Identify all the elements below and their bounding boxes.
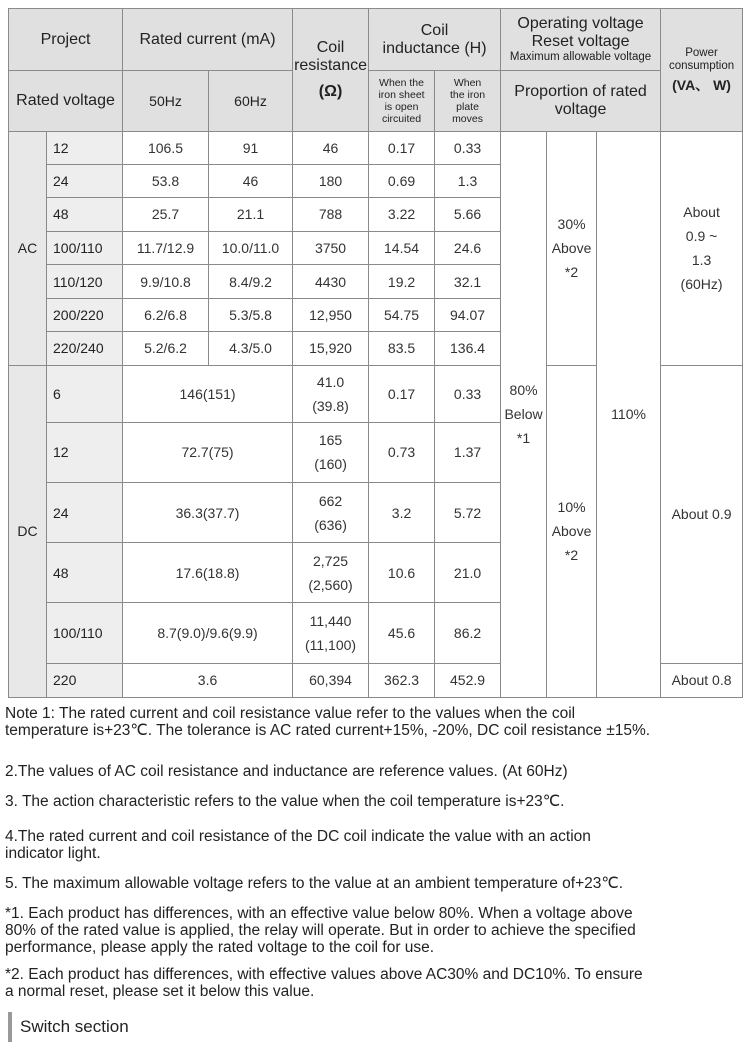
- ac-section-label: AC: [9, 131, 47, 365]
- inductance-open-cell: 14.54: [369, 231, 435, 264]
- note-line: Note 1: The rated current and coil resistance value refer to the values when the coil: [5, 705, 576, 722]
- inductance-open-cell: 54.75: [369, 299, 435, 332]
- note-line: 80% of the rated value is applied, the relay will operate. But in order to achieve the specified: [5, 922, 636, 939]
- inductance-open-cell: 3.2: [369, 482, 435, 542]
- note-paragraph: [5, 705, 745, 739]
- inductance-open-cell: 83.5: [369, 332, 435, 365]
- inductance-open-cell: 0.17: [369, 131, 435, 164]
- inductance-moves-cell: 5.72: [435, 482, 501, 542]
- current-60hz-cell: 10.0/11.0: [209, 231, 293, 264]
- max-allowable-voltage-cell: 110%: [597, 131, 661, 697]
- coil-resistance-line: (2,560): [308, 576, 353, 593]
- coil-resistance-cell: 46: [293, 131, 369, 164]
- note-paragraph: [5, 793, 745, 810]
- inductance-moves-line: moves: [452, 112, 483, 125]
- coil-resistance-line: (160): [314, 456, 347, 473]
- ac-reset-voltage-line: Above: [551, 240, 592, 256]
- dc-reset-voltage-cell: [547, 365, 597, 698]
- inductance-moves-cell: 1.37: [435, 422, 501, 482]
- ac-power-line: 0.9 ~: [685, 228, 718, 244]
- ac-reset-voltage-line: *2: [564, 264, 579, 280]
- inductance-moves-cell: 452.9: [435, 663, 501, 697]
- power-header-line: Power: [685, 46, 718, 59]
- inductance-open-line: iron sheet: [378, 88, 425, 101]
- current-60hz-cell: 5.3/5.8: [209, 299, 293, 332]
- note-line: 4.The rated current and coil resistance of the DC coil indicate the value with an action: [5, 828, 591, 845]
- power-header: [661, 9, 743, 132]
- operating-voltage-line: 80%: [509, 382, 538, 399]
- rated-voltage-cell: 110/120: [47, 265, 123, 299]
- coil-resistance-line: 11,440: [309, 613, 352, 630]
- coil-resistance-unit: (Ω): [318, 82, 343, 100]
- note-paragraph: [5, 905, 745, 956]
- rated-voltage-cell: 100/110: [47, 231, 123, 264]
- rated-voltage-cell: 220: [47, 663, 123, 697]
- rated-voltage-cell: 100/110: [47, 603, 123, 663]
- operating-voltage-label: Operating voltage: [517, 15, 644, 33]
- coil-resistance-header-line: Coil: [316, 38, 345, 56]
- coil-resistance-cell: [293, 482, 369, 542]
- dc-reset-voltage-line: 10%: [557, 499, 586, 516]
- note-paragraph: [5, 828, 745, 862]
- inductance-moves-header: [435, 71, 501, 131]
- coil-inductance-header-line: Coil: [420, 21, 449, 39]
- inductance-moves-line: plate: [456, 100, 479, 113]
- operating-voltage-line: *1: [516, 430, 531, 447]
- inductance-moves-cell: 21.0: [435, 543, 501, 603]
- inductance-moves-cell: 86.2: [435, 603, 501, 663]
- inductance-open-line: is open: [384, 100, 419, 113]
- current-50hz-cell: 6.2/6.8: [123, 299, 209, 332]
- header-row-2: [9, 71, 743, 131]
- project-header: Project: [9, 9, 123, 71]
- rated-current-header: Rated current (mA): [123, 9, 293, 71]
- inductance-open-cell: 0.17: [369, 365, 435, 422]
- dc-current-cell: 36.3(37.7): [123, 482, 293, 542]
- coil-resistance-cell: 12,950: [293, 299, 369, 332]
- dc-reset-voltage-line: Above: [551, 523, 592, 540]
- inductance-open-line: When the: [379, 76, 424, 89]
- switch-section-heading: Switch section: [8, 1012, 129, 1042]
- dc-section-label: DC: [9, 365, 47, 698]
- note-paragraph: [5, 966, 745, 1000]
- current-50hz-cell: 11.7/12.9: [123, 231, 209, 264]
- ac-power-line: About: [683, 204, 720, 220]
- inductance-moves-cell: 136.4: [435, 332, 501, 365]
- ac-power-cell: [661, 131, 743, 365]
- rated-voltage-cell: 24: [47, 164, 123, 197]
- current-60hz-cell: 21.1: [209, 197, 293, 231]
- current-60hz-cell: 4.3/5.0: [209, 332, 293, 365]
- inductance-open-cell: 10.6: [369, 543, 435, 603]
- hz60-header: 60Hz: [209, 71, 293, 131]
- rated-voltage-header: Rated voltage: [9, 71, 123, 131]
- coil-resistance-cell: [293, 422, 369, 482]
- coil-resistance-line: 60,394: [309, 672, 352, 689]
- inductance-open-header: [369, 71, 435, 131]
- coil-inductance-header-line: inductance (H): [382, 39, 487, 57]
- note-paragraph: [5, 763, 745, 780]
- note-line: performance, please apply the rated voltage to the coil for use.: [5, 939, 435, 956]
- coil-resistance-header: [293, 9, 369, 132]
- inductance-moves-cell: 0.33: [435, 131, 501, 164]
- ac-reset-voltage-cell: [547, 131, 597, 365]
- current-50hz-cell: 9.9/10.8: [123, 265, 209, 299]
- current-50hz-cell: 53.8: [123, 164, 209, 197]
- note-line: a normal reset, please set it below this value.: [5, 983, 315, 1000]
- inductance-open-cell: 45.6: [369, 603, 435, 663]
- inductance-moves-cell: 94.07: [435, 299, 501, 332]
- coil-resistance-cell: 788: [293, 197, 369, 231]
- dc-reset-voltage-line: *2: [564, 547, 579, 564]
- ac-reset-voltage-line: 30%: [557, 216, 586, 232]
- inductance-open-cell: 0.69: [369, 164, 435, 197]
- hz50-header: 50Hz: [123, 71, 209, 131]
- coil-resistance-header-line: resistance: [294, 56, 367, 74]
- dc-current-cell: 72.7(75): [123, 422, 293, 482]
- coil-resistance-line: 2,725: [313, 552, 349, 569]
- rated-voltage-cell: 48: [47, 543, 123, 603]
- ac-power-line: 1.3: [691, 252, 712, 268]
- note-line: indicator light.: [5, 845, 101, 862]
- rated-voltage-cell: 12: [47, 131, 123, 164]
- dc-power-cell: About 0.9: [661, 365, 743, 663]
- note-line: temperature is+23℃. The tolerance is AC rated current+15%, -20%, DC coil resistance ±15%.: [5, 722, 651, 739]
- coil-resistance-cell: [293, 365, 369, 422]
- ac-power-line: (60Hz): [680, 276, 723, 292]
- coil-resistance-cell: [293, 543, 369, 603]
- table-row: [9, 131, 743, 164]
- current-50hz-cell: 5.2/6.2: [123, 332, 209, 365]
- inductance-moves-cell: 1.3: [435, 164, 501, 197]
- proportion-header-line: voltage: [554, 100, 607, 118]
- coil-resistance-line: 662: [318, 492, 343, 509]
- inductance-open-cell: 3.22: [369, 197, 435, 231]
- coil-resistance-cell: 15,920: [293, 332, 369, 365]
- rated-voltage-cell: 200/220: [47, 299, 123, 332]
- current-50hz-cell: 25.7: [123, 197, 209, 231]
- dc-power-220-cell: About 0.8: [661, 663, 743, 697]
- inductance-open-cell: 0.73: [369, 422, 435, 482]
- inductance-moves-cell: 0.33: [435, 365, 501, 422]
- note-paragraph: [5, 875, 745, 892]
- operating-voltage-cell: [501, 131, 547, 697]
- table-body: [9, 9, 743, 698]
- current-60hz-cell: 46: [209, 164, 293, 197]
- dc-current-cell: 8.7(9.0)/9.6(9.9): [123, 603, 293, 663]
- power-unit: (VA、 W): [672, 76, 731, 93]
- coil-resistance-line: (636): [314, 516, 347, 533]
- inductance-moves-line: the iron: [450, 88, 486, 101]
- proportion-header-line: Proportion of rated: [514, 82, 647, 100]
- note-line: *1. Each product has differences, with an effective value below 80%. When a voltage above: [5, 905, 633, 922]
- note-line: 2.The values of AC coil resistance and inductance are reference values. (At 60Hz): [5, 763, 568, 780]
- coil-resistance-cell: 4430: [293, 265, 369, 299]
- proportion-header: [501, 71, 661, 131]
- rated-voltage-cell: 220/240: [47, 332, 123, 365]
- coil-resistance-cell: 3750: [293, 231, 369, 264]
- inductance-moves-line: When: [453, 76, 482, 89]
- rated-voltage-cell: 24: [47, 482, 123, 542]
- coil-resistance-cell: [293, 603, 369, 663]
- current-60hz-cell: 8.4/9.2: [209, 265, 293, 299]
- voltage-group-header: [501, 9, 661, 71]
- inductance-open-cell: 19.2: [369, 265, 435, 299]
- reset-voltage-label: Reset voltage: [531, 33, 630, 51]
- power-header-line: consumption: [668, 59, 735, 72]
- coil-spec-table: [8, 8, 743, 698]
- coil-resistance-line: 165: [318, 432, 343, 449]
- rated-voltage-cell: 6: [47, 365, 123, 422]
- current-60hz-cell: 91: [209, 131, 293, 164]
- rated-voltage-cell: 12: [47, 422, 123, 482]
- dc-current-cell: 17.6(18.8): [123, 543, 293, 603]
- note-line: 3. The action characteristic refers to the value when the coil temperature is+23℃.: [5, 793, 565, 810]
- inductance-moves-cell: 24.6: [435, 231, 501, 264]
- note-line: 5. The maximum allowable voltage refers to the value at an ambient temperature of+23℃.: [5, 875, 624, 892]
- coil-resistance-cell: [293, 663, 369, 697]
- inductance-moves-cell: 32.1: [435, 265, 501, 299]
- dc-current-cell: 146(151): [123, 365, 293, 422]
- current-50hz-cell: 106.5: [123, 131, 209, 164]
- coil-resistance-line: (11,100): [304, 637, 357, 654]
- inductance-open-cell: 362.3: [369, 663, 435, 697]
- coil-resistance-cell: 180: [293, 164, 369, 197]
- note-line: *2. Each product has differences, with effective values above AC30% and DC10%. To ensure: [5, 966, 643, 983]
- header-row-1: [9, 9, 743, 71]
- coil-inductance-header: [369, 9, 501, 71]
- dc-current-cell: 3.6: [123, 663, 293, 697]
- rated-voltage-cell: 48: [47, 197, 123, 231]
- inductance-open-line: circuited: [381, 112, 422, 125]
- coil-resistance-line: (39.8): [312, 397, 349, 414]
- coil-resistance-line: 41.0: [316, 373, 345, 390]
- max-voltage-label: Maximum allowable voltage: [509, 51, 652, 64]
- inductance-moves-cell: 5.66: [435, 197, 501, 231]
- operating-voltage-line: Below: [504, 406, 543, 423]
